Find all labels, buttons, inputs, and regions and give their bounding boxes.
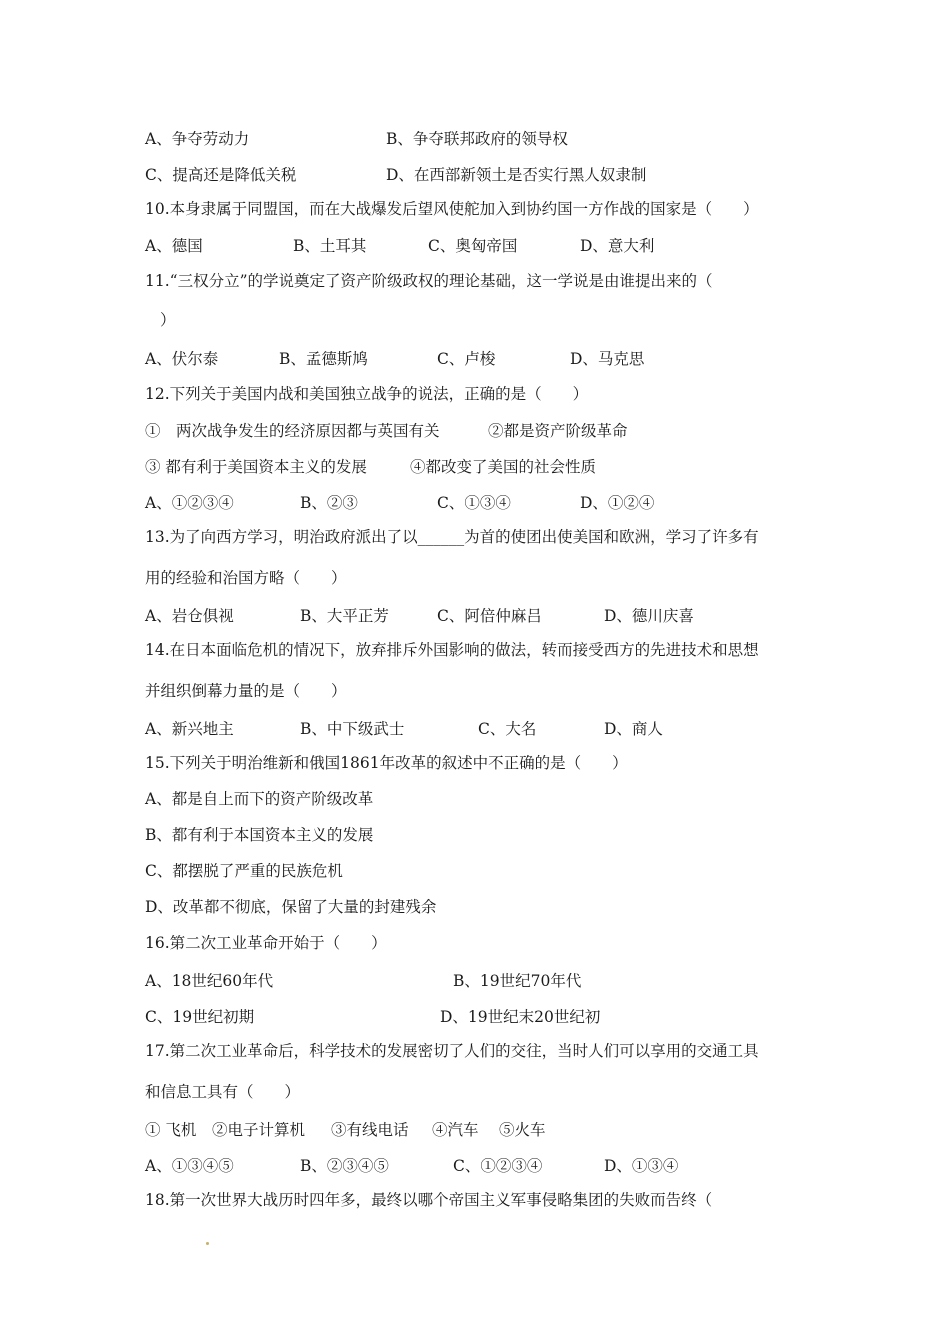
q15-stem: 15.下列关于明治维新和俄国1861年改革的叙述中不正确的是（ ） (145, 754, 628, 772)
q11-option-b: B、孟德斯鸠 (279, 350, 368, 368)
q14-option-a: A、新兴地主 (145, 720, 234, 738)
q12-stem: 12.下列关于美国内战和美国独立战争的说法，正确的是（ ） (145, 385, 589, 403)
q11-stem-cont: ） (160, 311, 176, 329)
q9-option-b: B、争夺联邦政府的领导权 (386, 130, 568, 148)
q13-option-d: D、德川庆喜 (604, 607, 694, 625)
q17-item-5: ⑤火车 (499, 1121, 546, 1139)
q17-stem: 17.第二次工业革命后，科学技术的发展密切了人们的交往，当时人们可以享用的交通工具 (145, 1042, 759, 1060)
q14-stem-cont: 并组织倒幕力量的是（ ） (145, 682, 347, 700)
q11-option-a: A、伏尔泰 (145, 350, 219, 368)
q17-option-b: B、②③④⑤ (300, 1157, 389, 1175)
q12-option-a: A、①②③④ (145, 494, 234, 512)
q14-option-d: D、商人 (604, 720, 663, 738)
q17-stem-cont: 和信息工具有（ ） (145, 1083, 301, 1101)
q10-option-b: B、土耳其 (293, 237, 367, 255)
q9-option-a: A、争夺劳动力 (145, 130, 250, 148)
q13-option-a: A、岩仓俱视 (145, 607, 234, 625)
q13-stem: 13.为了向西方学习，明治政府派出了以______为首的使团出使美国和欧洲，学习了许多有 (145, 528, 759, 546)
q9-option-d: D、在西部新领土是否实行黑人奴隶制 (386, 166, 647, 184)
q15-option-d: D、改革都不彻底，保留了大量的封建残余 (145, 898, 437, 916)
q14-option-c: C、大名 (478, 720, 537, 738)
q12-item-1: ① 两次战争发生的经济原因都与英国有关 (145, 422, 440, 440)
q12-option-d: D、①②④ (580, 494, 655, 512)
q11-option-c: C、卢梭 (437, 350, 496, 368)
q17-option-a: A、①③④⑤ (145, 1157, 234, 1175)
ink-speck (206, 1242, 209, 1245)
q12-item-4: ④都改变了美国的社会性质 (410, 458, 597, 476)
q13-option-c: C、阿倍仲麻吕 (437, 607, 542, 625)
q15-option-a: A、都是自上而下的资产阶级改革 (145, 790, 374, 808)
q18-stem: 18.第一次世界大战历时四年多，最终以哪个帝国主义军事侵略集团的失败而告终（ (145, 1191, 713, 1209)
q17-item-3: ③有线电话 (331, 1121, 409, 1139)
q10-option-c: C、奥匈帝国 (428, 237, 518, 255)
q17-item-2: ②电子计算机 (212, 1121, 306, 1139)
q11-option-d: D、马克思 (570, 350, 645, 368)
q13-stem-cont: 用的经验和治国方略（ ） (145, 569, 347, 587)
q14-option-b: B、中下级武士 (300, 720, 405, 738)
q16-option-b: B、19世纪70年代 (453, 972, 582, 990)
q15-option-c: C、都摆脱了严重的民族危机 (145, 862, 343, 880)
q17-item-4: ④汽车 (432, 1121, 479, 1139)
q12-item-3: ③ 都有利于美国资本主义的发展 (145, 458, 367, 476)
q12-option-c: C、①③④ (437, 494, 511, 512)
q10-option-a: A、德国 (145, 237, 203, 255)
q15-option-b: B、都有利于本国资本主义的发展 (145, 826, 374, 844)
q10-stem: 10.本身隶属于同盟国，而在大战爆发后望风使舵加入到协约国一方作战的国家是（ ） (145, 200, 759, 218)
q11-stem: 11.“三权分立”的学说奠定了资产阶级政权的理论基础，这一学说是由谁提出来的（ (145, 272, 713, 290)
q17-item-1: ① 飞机 (145, 1121, 197, 1139)
q16-stem: 16.第二次工业革命开始于（ ） (145, 934, 387, 952)
q16-option-d: D、19世纪末20世纪初 (440, 1008, 601, 1026)
q10-option-d: D、意大利 (580, 237, 655, 255)
q13-option-b: B、大平正芳 (300, 607, 389, 625)
q17-option-c: C、①②③④ (453, 1157, 543, 1175)
q16-option-a: A、18世纪60年代 (145, 972, 274, 990)
q9-option-c: C、提高还是降低关税 (145, 166, 297, 184)
q14-stem: 14.在日本面临危机的情况下，放弃排斥外国影响的做法，转而接受西方的先进技术和思想 (145, 641, 759, 659)
q12-item-2: ②都是资产阶级革命 (488, 422, 628, 440)
q17-option-d: D、①③④ (604, 1157, 679, 1175)
q16-option-c: C、19世纪初期 (145, 1008, 255, 1026)
q12-option-b: B、②③ (300, 494, 358, 512)
